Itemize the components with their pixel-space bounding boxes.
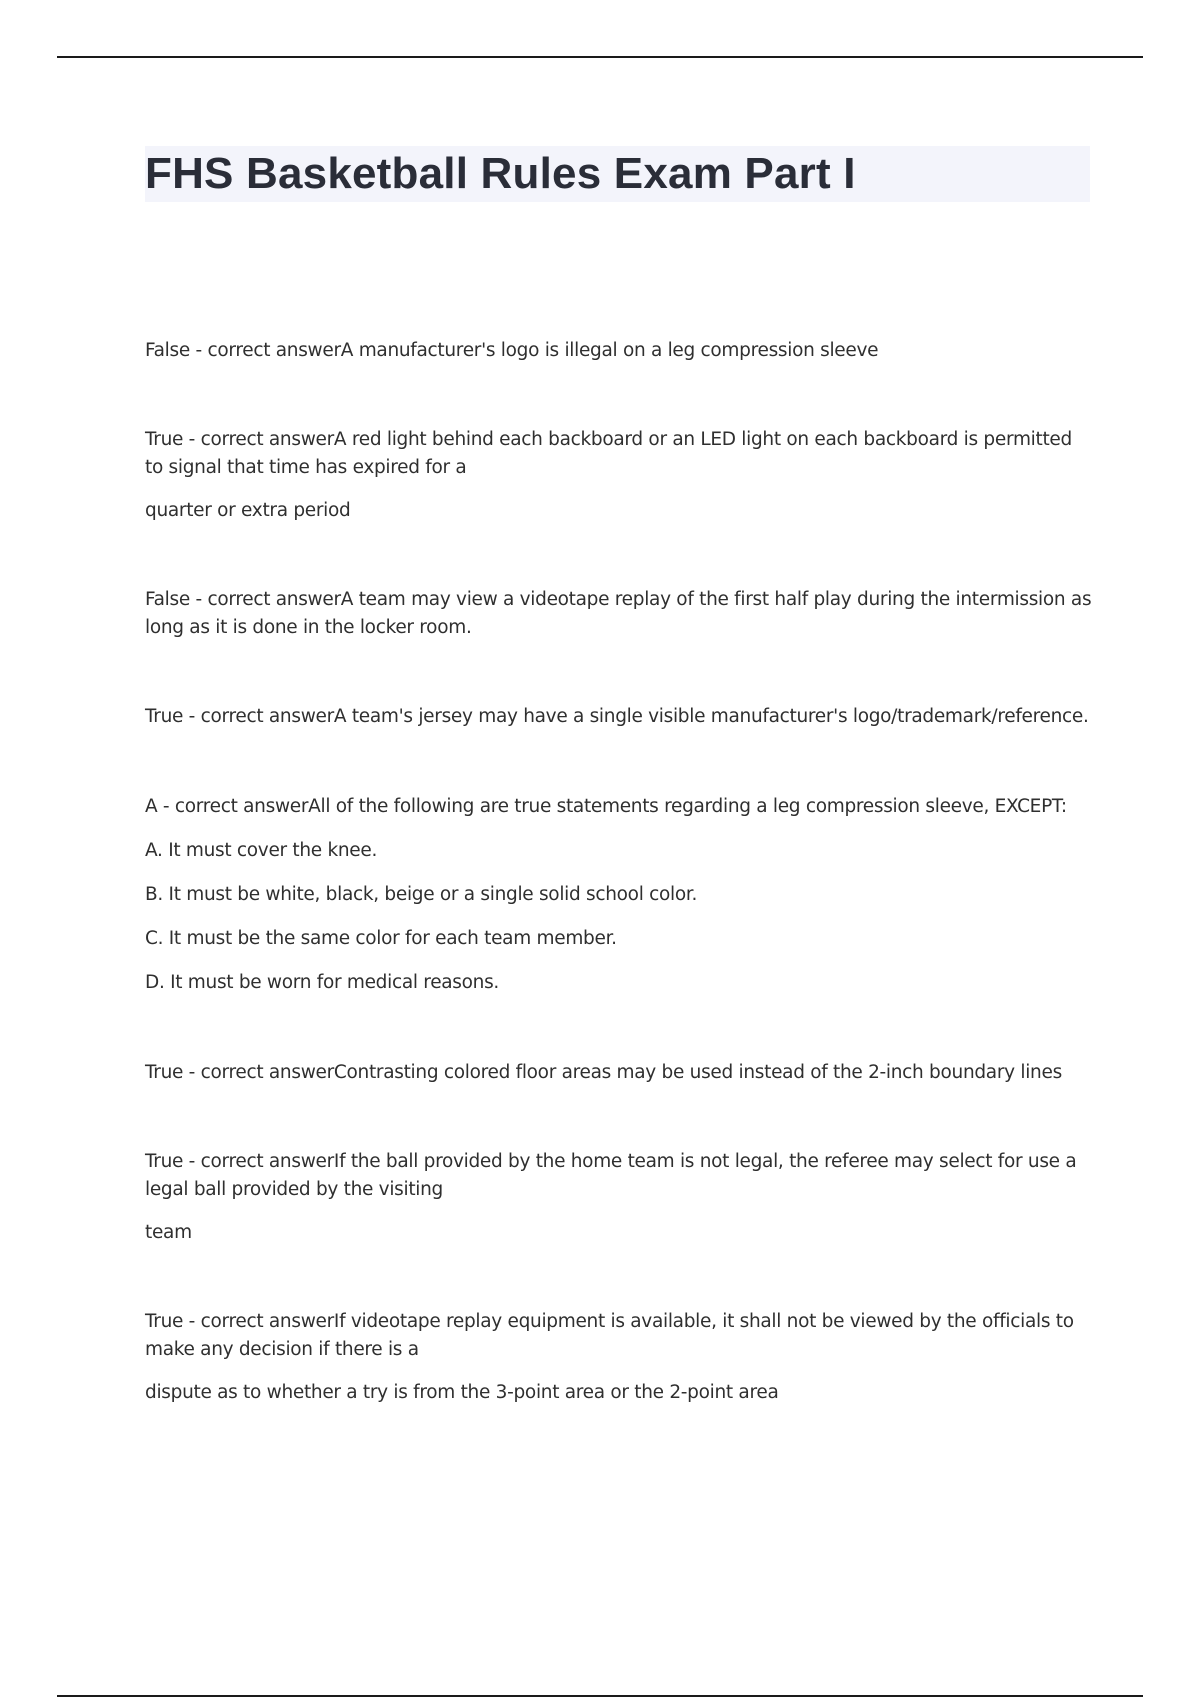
qa-item — [145, 792, 1095, 998]
qa-item — [145, 702, 1095, 732]
qa-text-continued: quarter or extra period — [145, 500, 351, 521]
answer-option-a: A. It must cover the knee. — [145, 840, 378, 861]
answer-option-c: C. It must be the same color for each team member. — [145, 928, 617, 949]
answer-option-b: B. It must be white, black, beige or a single solid school color. — [145, 884, 698, 905]
qa-item — [145, 426, 1095, 526]
qa-text-continued: dispute as to whether a try is from the 3-point area or the 2-point area — [145, 1382, 779, 1403]
header-rule — [57, 56, 1143, 58]
qa-text: True - correct answerContrasting colored floor areas may be used instead of the 2-inch boundary lines — [145, 1062, 1062, 1083]
qa-text: False - correct answerA manufacturer's logo is illegal on a leg compression sleeve — [145, 340, 879, 361]
qa-text: True - correct answerIf videotape replay equipment is available, it shall not be viewed by the officials to make any decision if there is a — [145, 1311, 1074, 1360]
document-title: FHS Basketball Rules Exam Part I — [145, 149, 856, 198]
qa-item — [145, 1058, 1095, 1088]
qa-item — [145, 1308, 1095, 1408]
qa-item — [145, 586, 1095, 642]
document-body — [145, 336, 1095, 1468]
qa-text: True - correct answerIf the ball provided by the home team is not legal, the referee may select for use a legal ball provided by the visiting — [145, 1151, 1077, 1200]
qa-text: True - correct answerA team's jersey may have a single visible manufacturer's logo/trademark/reference. — [145, 706, 1089, 727]
qa-text: True - correct answerA red light behind each backboard or an LED light on each backboard is permitted to signal that time has expired for a — [145, 429, 1072, 478]
qa-item — [145, 336, 1095, 366]
footer-rule — [57, 1695, 1143, 1697]
qa-text: A - correct answerAll of the following are true statements regarding a leg compression sleeve, EXCEPT: — [145, 796, 1067, 817]
qa-text-continued: team — [145, 1222, 192, 1243]
answer-option-d: D. It must be worn for medical reasons. — [145, 972, 500, 993]
qa-text: False - correct answerA team may view a videotape replay of the first half play during the intermission as long as it is done in the locker room. — [145, 589, 1092, 638]
qa-item — [145, 1148, 1095, 1248]
